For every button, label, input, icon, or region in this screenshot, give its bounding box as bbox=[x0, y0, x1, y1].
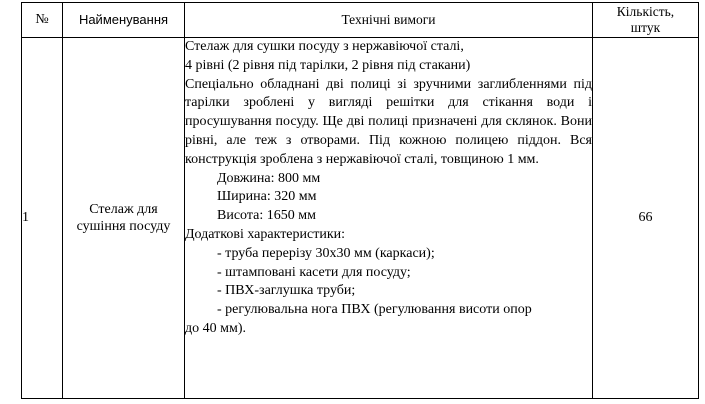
row-item-name: Стелаж для сушіння посуду bbox=[63, 38, 185, 399]
header-requirements: Технічні вимоги bbox=[185, 3, 593, 38]
row-quantity: 66 bbox=[593, 38, 699, 399]
row-requirements bbox=[185, 38, 593, 399]
req-title-line2: 4 рівні (2 рівня під тарілки, 2 рівня під стакани) bbox=[185, 57, 471, 73]
req-dimension-width: Ширина: 320 мм bbox=[217, 189, 317, 205]
req-title-line1: Стелаж для сушки посуду з нержавіючої сталі, bbox=[185, 39, 464, 54]
header-number: № bbox=[22, 3, 63, 38]
req-feature-plug: - ПВХ-заглушка труби; bbox=[217, 283, 356, 299]
req-feature-cassettes: - штамповані касети для посуду; bbox=[217, 264, 411, 280]
req-feature-leg-line2: до 40 мм). bbox=[185, 320, 247, 336]
req-dimension-length: Довжина: 800 мм bbox=[217, 170, 321, 186]
row-number: 1 bbox=[22, 38, 63, 399]
table-header-row bbox=[22, 3, 699, 38]
header-name: Найменування bbox=[63, 3, 185, 38]
req-feature-leg-line1: - регулювальна нога ПВХ (регулювання висоти опор bbox=[217, 302, 532, 318]
table-row bbox=[22, 38, 699, 399]
req-extra-title: Додаткові характеристики: bbox=[185, 226, 346, 242]
specification-table bbox=[21, 2, 699, 399]
header-quantity-line1: Кількість, bbox=[616, 4, 675, 19]
header-quantity bbox=[593, 3, 699, 38]
req-description: Спеціально обладнані дві полиці зі зручними заглибленнями під тарілки зроблені у вигляді решітки для стікання води і просушування посуду. Ще дві полиці призначені для склянок. Вони рівні, але теж з отворами. Під кожною полицею піддон. Вся конструкція зроблена з нержавіючої сталі, товщиною 1 мм. bbox=[185, 76, 592, 167]
req-feature-frame: - труба перерізу 30х30 мм (каркаси); bbox=[217, 245, 435, 261]
req-dimension-height: Висота: 1650 мм bbox=[217, 208, 316, 224]
header-quantity-line2: штук bbox=[630, 20, 661, 35]
